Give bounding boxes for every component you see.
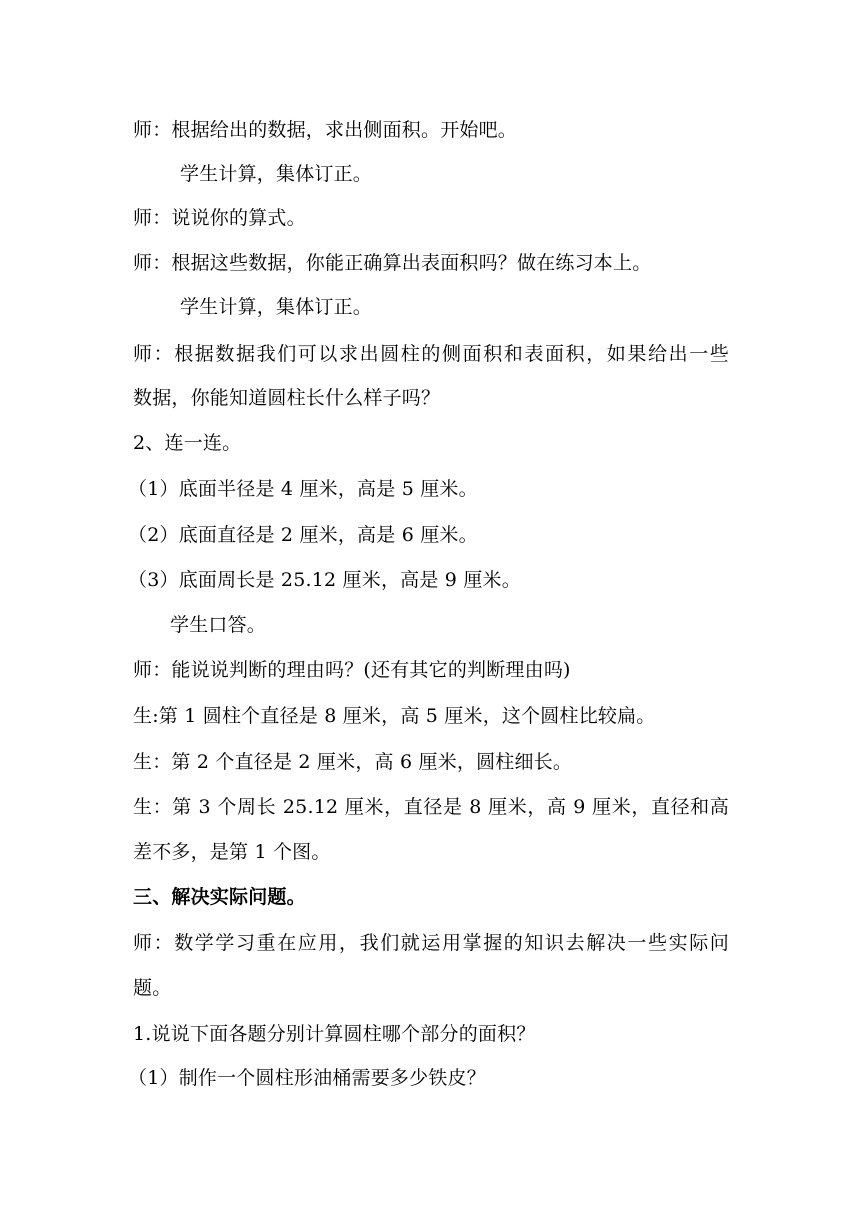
text-line: 师：说说你的算式。 — [133, 207, 306, 229]
text-line: 师：根据数据我们可以求出圆柱的侧面积和表面积，如果给出一些 — [133, 343, 729, 365]
text-line: 师：能说说判断的理由吗？(还有其它的判断理由吗) — [133, 659, 571, 681]
text-line: 生:第 1 圆柱个直径是 8 厘米，高 5 厘米，这个圆柱比较扁。 — [133, 705, 656, 727]
text-line: 生：第 2 个直径是 2 厘米，高 6 厘米，圆柱细长。 — [133, 751, 573, 773]
text-line: 师：数学学习重在应用，我们就运用掌握的知识去解决一些实际问 — [133, 932, 729, 954]
text-line: 生：第 3 个周长 25.12 厘米，直径是 8 厘米，高 9 厘米，直径和高 — [133, 796, 729, 818]
text-line: 数据，你能知道圆柱长什么样子吗？ — [133, 387, 441, 409]
text-line: 学生计算，集体订正。 — [180, 296, 373, 318]
text-line: （2）底面直径是 2 厘米，高是 6 厘米。 — [128, 524, 478, 546]
text-line: 学生计算，集体订正。 — [180, 163, 373, 185]
text-line: （3）底面周长是 25.12 厘米，高是 9 厘米。 — [128, 569, 521, 591]
text-line: 师：根据这些数据，你能正确算出表面积吗？做在练习本上。 — [133, 252, 652, 274]
text-line: 差不多，是第 1 个图。 — [133, 841, 331, 863]
text-line: 1.说说下面各题分别计算圆柱哪个部分的面积？ — [133, 1023, 536, 1045]
text-line: 题。 — [133, 977, 172, 999]
text-line: 师：根据给出的数据，求出侧面积。开始吧。 — [133, 119, 518, 141]
text-line: （1）底面半径是 4 厘米，高是 5 厘米。 — [128, 478, 478, 500]
text-line: 学生口答。 — [170, 614, 267, 636]
text-line: （1）制作一个圆柱形油桶需要多少铁皮？ — [128, 1067, 486, 1089]
text-line: 2、连一连。 — [133, 432, 242, 454]
section-heading: 三、解决实际问题。 — [133, 886, 306, 908]
